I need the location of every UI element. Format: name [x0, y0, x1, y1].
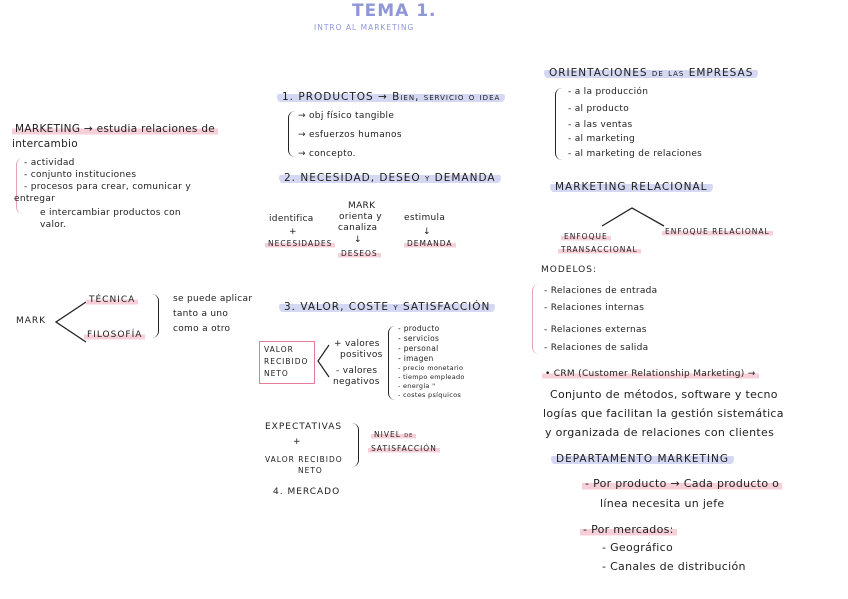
deseos-label: DESEOS — [338, 250, 381, 258]
modelos-label: MODELOS: — [541, 265, 597, 275]
pos-item: - personal — [398, 344, 439, 353]
modelo-item: - Relaciones de salida — [544, 343, 649, 353]
section-2-title: 2. NECESIDAD, DESEO y DEMANDA — [279, 173, 501, 184]
mark-orienta-line: canaliza — [338, 223, 378, 233]
departamento-title: DEPARTAMENTO MARKETING — [551, 454, 734, 465]
modelo-item: - Relaciones externas — [544, 325, 647, 335]
neg-item: - costes psíquicos — [398, 391, 462, 399]
aplica-brace — [152, 294, 159, 338]
valores-pos: + valores — [334, 339, 380, 349]
crm-title: • CRM (Customer Relationship Marketing) → — [542, 370, 759, 379]
orientaciones-brace — [555, 88, 562, 160]
demanda-label: DEMANDA — [404, 240, 456, 248]
expectativas-label: EXPECTATIVAS — [265, 422, 343, 432]
necesidades-label: NECESIDADES — [265, 240, 335, 248]
relacional-title: MARKETING RELACIONAL — [550, 182, 713, 193]
estimula-label: estimula — [404, 213, 446, 223]
tecnica-label: TÉCNICA — [86, 296, 138, 305]
page-subtitle: INTRO AL MARKETING — [314, 23, 415, 32]
nivel-line: NIVEL de — [371, 431, 416, 439]
filosofia-label: FILOSOFÍA — [84, 331, 145, 340]
page-title: TEMA 1. — [352, 1, 437, 21]
vrn-line: NETO — [264, 369, 289, 378]
aplica-line: tanto a uno — [173, 309, 229, 319]
left-item: - procesos para crear, comunicar y — [24, 182, 191, 192]
orientacion-item: - al marketing de relaciones — [568, 149, 703, 159]
por-producto: - Por producto → Cada producto o — [582, 478, 782, 489]
valor-fork — [315, 341, 333, 381]
por-producto-line2: línea necesita un jefe — [600, 497, 725, 510]
arrow-down: ↓ — [354, 235, 362, 245]
valor-recibido-label: VALOR RECIBIDO — [265, 455, 343, 464]
section-1-title: 1. PRODUCTOS → Bien, servicio o idea — [277, 92, 505, 103]
neg-item: - precio monetario — [398, 364, 464, 372]
mercado-item: - Canales de distribución — [602, 560, 746, 573]
orientacion-item: - a las ventas — [568, 120, 633, 130]
por-mercados: - Por mercados: — [580, 524, 677, 535]
orientacion-item: - al marketing — [568, 134, 636, 144]
product-item: → esfuerzos humanos — [298, 130, 402, 140]
marketing-word: MARKETING → estudia relaciones de — [12, 123, 218, 135]
marketing-definition — [12, 124, 218, 135]
crm-desc: logías que facilitan la gestión sistemática — [543, 407, 784, 420]
mark-orienta-line: orienta y — [339, 212, 382, 222]
product-item: → obj físico tangible — [298, 111, 395, 121]
left-item: e intercambiar productos con — [40, 208, 181, 218]
neg-item: - energía " — [398, 382, 436, 390]
product-item: → concepto. — [298, 149, 356, 159]
modelo-item: - Relaciones internas — [544, 303, 645, 313]
orientacion-item: - a la producción — [568, 87, 649, 97]
enfoque-transaccional: ENFOQUE — [561, 233, 611, 241]
crm-desc: y organizada de relaciones con clientes — [545, 426, 775, 439]
neg-item: - tiempo empleado — [398, 373, 465, 381]
valores-neg: negativos — [333, 377, 380, 387]
plus-sign: + — [289, 227, 297, 237]
aplica-line: como a otro — [173, 324, 231, 334]
nivel-line: SATISFACCIÓN — [368, 445, 440, 453]
left-brace — [16, 158, 23, 214]
values-brace — [388, 326, 395, 400]
enfoque-relacional: ENFOQUE RELACIONAL — [662, 228, 773, 236]
mark-fork-lines — [50, 298, 90, 348]
pos-item: - producto — [398, 324, 440, 333]
satisfaccion-brace — [352, 423, 359, 467]
orientaciones-title: ORIENTACIONES de las EMPRESAS — [544, 68, 758, 79]
section-1-brace — [288, 111, 295, 157]
left-item: - conjunto instituciones — [24, 170, 137, 180]
modelos-brace — [532, 284, 539, 354]
pos-item: - imagen — [398, 354, 434, 363]
pos-item: - servicios — [398, 334, 440, 343]
arrow-down: ↓ — [423, 227, 431, 237]
marketing-definition-line2: intercambio — [12, 138, 78, 150]
modelo-item: - Relaciones de entrada — [544, 286, 658, 296]
left-item: entregar — [14, 194, 56, 204]
identifica-label: identifica — [269, 214, 314, 224]
section-4-title: 4. MERCADO — [273, 487, 341, 497]
enfoque-transaccional: TRANSACCIONAL — [558, 246, 641, 254]
vrn-line: RECIBIDO — [264, 357, 309, 366]
valores-pos: positivos — [340, 350, 383, 360]
vrn-line: VALOR — [264, 345, 294, 354]
aplica-line: se puede aplicar — [173, 294, 253, 304]
mark-orienta-line: MARK — [348, 201, 376, 211]
orientacion-item: - al producto — [568, 104, 630, 114]
left-item: valor. — [40, 220, 67, 230]
crm-desc: Conjunto de métodos, software y tecno — [550, 388, 778, 401]
relacional-fork — [598, 204, 668, 230]
left-item: - actividad — [24, 158, 75, 168]
mercado-item: - Geográfico — [602, 541, 674, 554]
mark-label: MARK — [16, 316, 47, 326]
section-3-title: 3. VALOR, COSTE y SATISFACCIÓN — [279, 302, 495, 313]
valores-neg: - valores — [336, 366, 378, 376]
plus-sign: + — [293, 437, 301, 447]
neto-label: NETO — [298, 466, 323, 475]
